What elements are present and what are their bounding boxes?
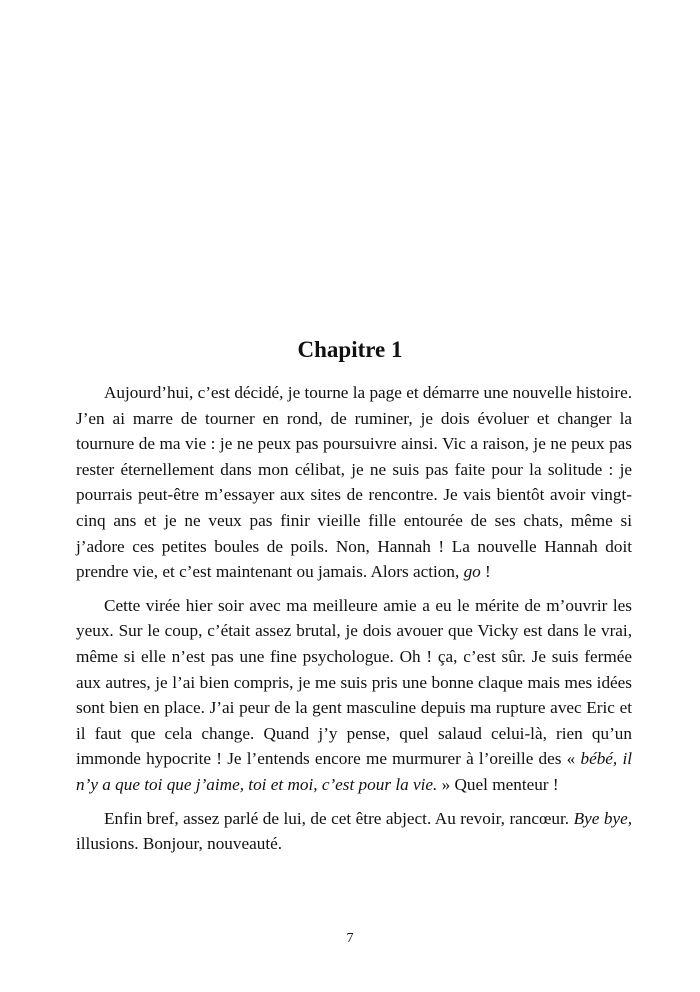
text-run: Aujourd’hui, c’est décidé, je tourne la page et démarre une nouvelle histoire. J’en ai marre de tourner en rond, de ruminer, je dois évoluer et changer la tournure de ma vie : je ne peux pas poursuivre ainsi. Vic a raison, je ne peux pas rester éternellement dans mon célibat, je ne suis pas faite pour la solitude : je pourrais peut-être m’essayer aux sites de rencontre. Je vais bientôt avoir vingt-cinq ans et je ne veux pas finir vieille fille entourée de ses chats, même si j’adore ces petites boules de poils. Non, Hannah ! La nouvelle Hannah doit prendre vie, et c’est maintenant ou jamais. Alors action, — [76, 383, 632, 582]
text-run: Enfin bref, assez parlé de lui, de cet être abject. Au revoir, rancœur. — [104, 808, 574, 828]
paragraph — [76, 806, 632, 857]
chapter-body — [76, 380, 632, 865]
page-number: 7 — [346, 931, 354, 946]
italic-text-run: bébé, il n’y a que toi que j’aime, toi et moi, c’est pour la vie. — [76, 749, 632, 794]
text-run: » Quel menteur ! — [437, 774, 559, 794]
text-run: ! — [480, 562, 491, 582]
text-run: Cette virée hier soir avec ma meilleure amie a eu le mérite de m’ouvrir les yeux. Sur le coup, c’était assez brutal, je dois avouer que Vicky est dans le vrai, même si elle n’est pas une fine psychologue. Oh ! ça, c’est sûr. Je suis fermée aux autres, je l’ai bien compris, je me suis pris une bonne claque mais mes idées sont bien en place. J’ai peur de la gent masculine depuis ma rupture avec Eric et il faut que cela change. Quand j’y pense, quel salaud celui-là, rien qu’un immonde hypocrite ! Je l’entends encore me murmurer à l’oreille des « — [76, 595, 632, 769]
italic-text-run: go — [463, 562, 481, 582]
text-run: illusions. Bonjour, nouveauté. — [76, 834, 283, 854]
italic-text-run: Bye bye, — [573, 808, 632, 828]
paragraph — [76, 380, 632, 585]
paragraph — [76, 593, 632, 798]
chapter-title: Chapitre 1 — [297, 337, 403, 362]
